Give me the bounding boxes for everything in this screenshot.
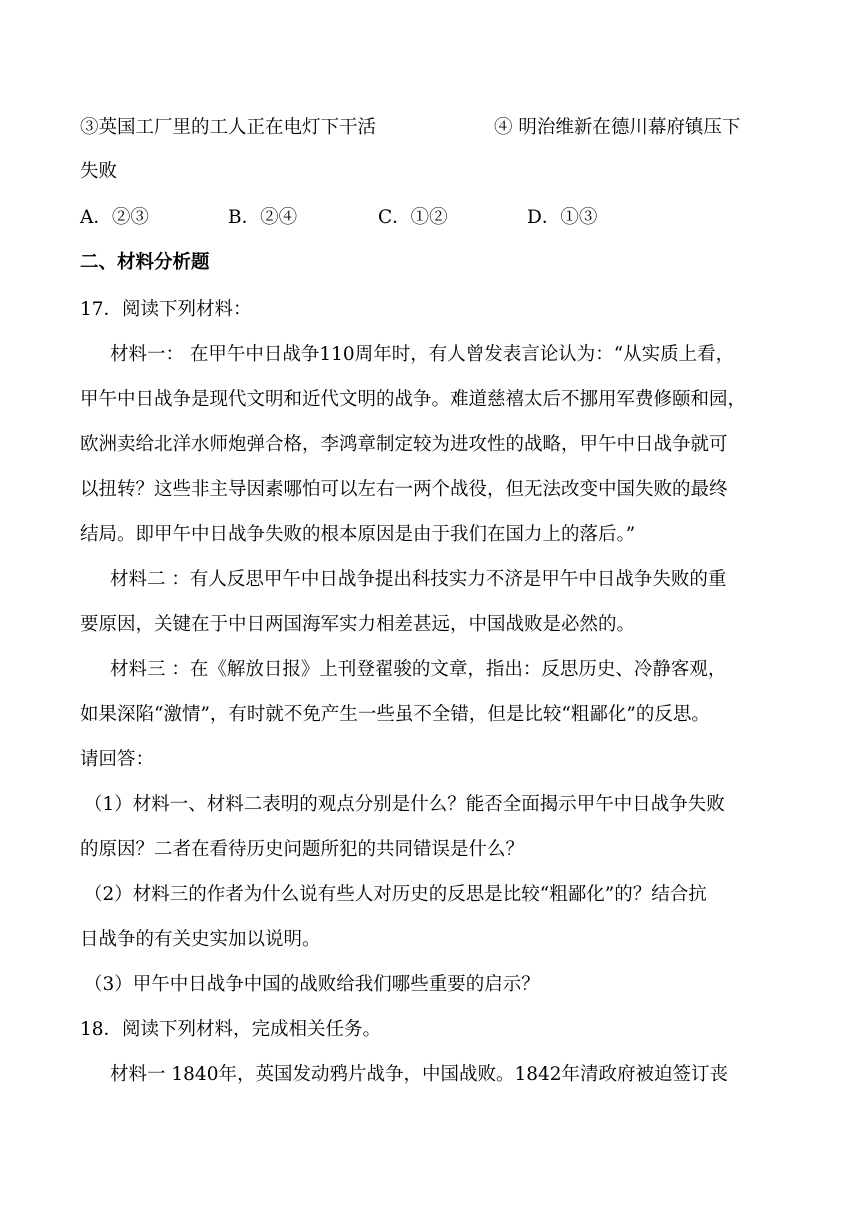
material-1-line: 材料一： 在甲午中日战争110周年时，有人曾发表言论认为：“从实质上看， [110,344,735,365]
material-2-line: 材料二 ：有人反思甲午中日战争提出科技实力不济是甲午中日战争失败的重 [110,569,727,590]
choice-c: C．①② [378,207,448,228]
choice-d: D．①③ [527,207,598,228]
material-1-line: 结局。即甲午中日战争失败的根本原因是由于我们在国力上的落后。” [80,524,636,545]
material-3-line: 材料三 ：在《解放日报》上刊登翟骏的文章，指出：反思历史、冷静客观， [110,659,727,680]
material-1-line: 欧洲卖给北洋水师炮弹合格，李鸿章制定较为进攻性的战略，甲午中日战争就可 [80,434,728,455]
question-18-material-1: 材料一 1840年，英国发动鸦片战争，中国战败。1842年清政府被迫签订丧 [110,1064,729,1085]
material-3-line: 如果深陷“激情”，有时就不免产生一些虽不全错，但是比较“粗鄙化”的反思。 [80,704,710,725]
option-4: ④ 明治维新在德川幕府镇压下 [494,117,741,138]
question-18-stem: 18．阅读下列材料，完成相关任务。 [80,1019,382,1040]
material-2-line: 要原因，关键在于中日两国海军实力相差甚远，中国战败是必然的。 [80,614,636,635]
choice-b: B．②④ [228,207,298,228]
option-4-continued: 失败 [80,161,118,182]
material-1-line: 以扭转？这些非主导因素哪怕可以左右一两个战役，但无法改变中国失败的最终 [80,479,728,500]
section-heading: 二、材料分析题 [80,252,210,273]
sub-question-3: （3）甲午中日战争中国的战败给我们哪些重要的启示？ [84,974,540,995]
sub-question-2: （2）材料三的作者为什么说有些人对历史的反思是比较“粗鄙化”的？结合抗 [84,884,707,905]
question-17-stem: 17．阅读下列材料： [80,299,252,320]
choice-a: A．②③ [80,207,149,228]
sub-question-1-cont: 的原因？二者在看待历史问题所犯的共同错误是什么？ [80,839,525,860]
material-1-line: 甲午中日战争是现代文明和近代文明的战争。难道慈禧太后不挪用军费修颐和园， [80,389,747,410]
sub-question-2-cont: 日战争的有关史实加以说明。 [80,929,321,950]
sub-question-1: （1）材料一、材料二表明的观点分别是什么？能否全面揭示甲午中日战争失败 [84,794,725,815]
answer-prompt: 请回答： [80,749,155,770]
option-3: ③英国工厂里的工人正在电灯下干活 [80,117,377,138]
